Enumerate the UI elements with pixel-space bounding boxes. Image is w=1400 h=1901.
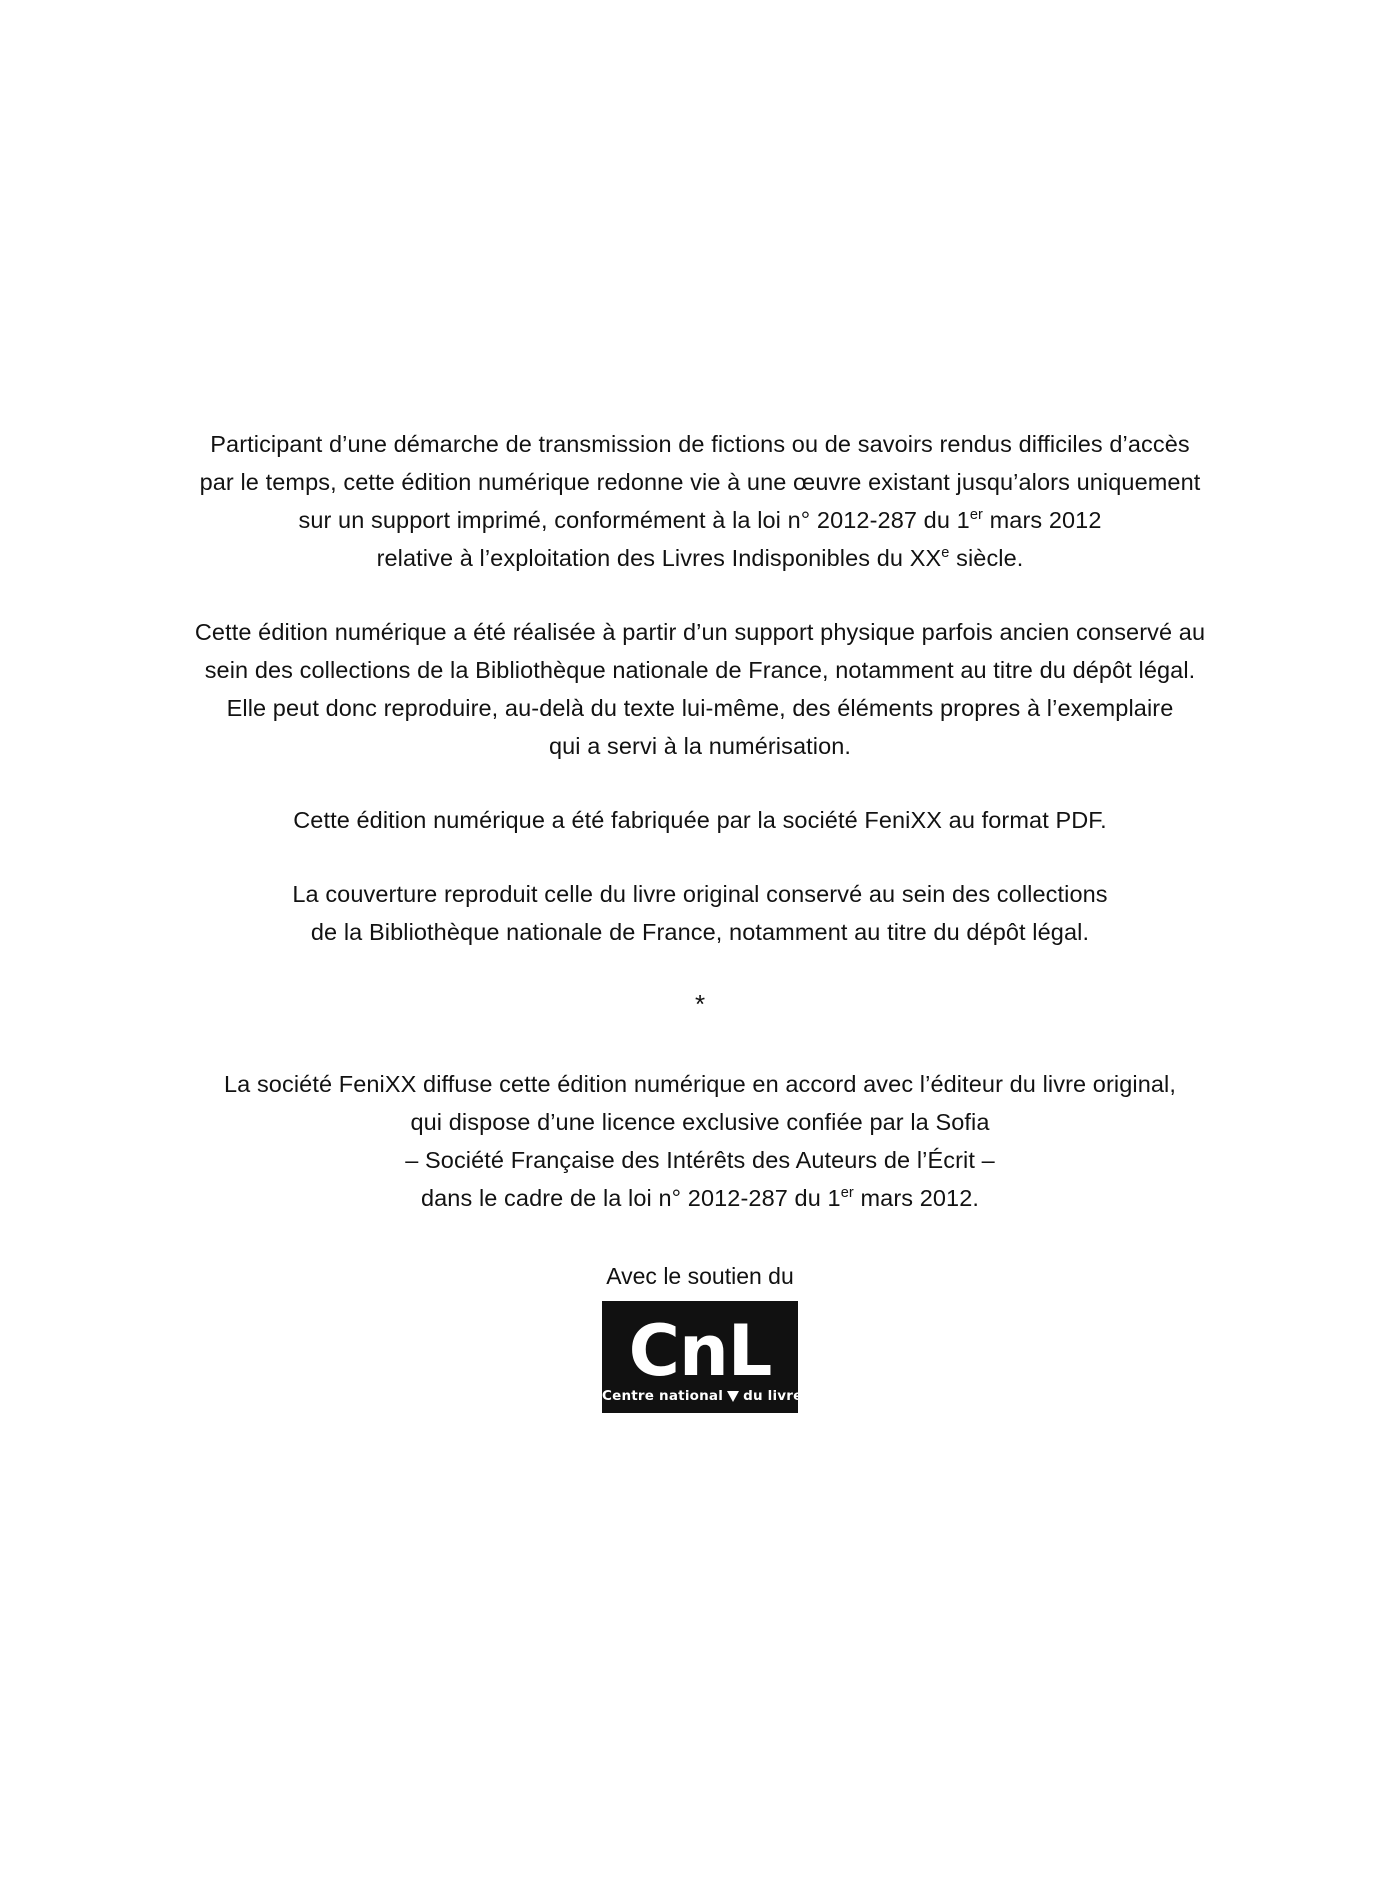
cnl-logo (602, 1301, 803, 1413)
cnl-acronym: CnL (628, 1310, 772, 1392)
legal-notice-block (135, 425, 1265, 1413)
sponsor-caption: Avec le soutien du (606, 1263, 794, 1289)
cnl-triangle-icon (727, 1391, 739, 1402)
section-separator-asterisk: * (694, 989, 706, 1019)
cnl-subtitle-left: Centre national (602, 1388, 724, 1404)
sponsor-logo-block (135, 1261, 1265, 1413)
paragraph-intro: Participant d’une démarche de transmission de fictions ou de savoirs rendus difficiles d’accès par le temps, cette édition numérique redonne vie à une œuvre existant jusqu’alors uniquement sur un support imprimé, conformément à la loi n° 2012-287 du 1er mars 2012 relative à l’exploitation des Livres Indisponibles du XXe siècle. (199, 431, 1201, 571)
paragraph-source: Cette édition numérique a été réalisée à partir d’un support physique parfois ancien conservé au sein des collections de la Bibliothèque nationale de France, notamment au titre du dépôt légal. Elle peut donc reproduire, au-delà du texte lui-même, des éléments propres à l’exemplaire qui a servi à la numérisation. (194, 619, 1206, 759)
paragraph-fabrication: Cette édition numérique a été fabriquée par la société FeniXX au format PDF. (293, 807, 1107, 833)
paragraph-couverture: La couverture reproduit celle du livre original conservé au sein des collections de la Bibliothèque nationale de France, notamment au titre du dépôt légal. (292, 881, 1108, 945)
cnl-subtitle-right: du livre (743, 1388, 803, 1404)
paragraph-diffusion: La société FeniXX diffuse cette édition numérique en accord avec l’éditeur du livre original, qui dispose d’une licence exclusive confiée par la Sofia – Société Française des Intérêts des Auteurs de l’Écrit – dans le cadre de la loi n° 2012-287 du 1er mars 2012. (223, 1071, 1177, 1211)
